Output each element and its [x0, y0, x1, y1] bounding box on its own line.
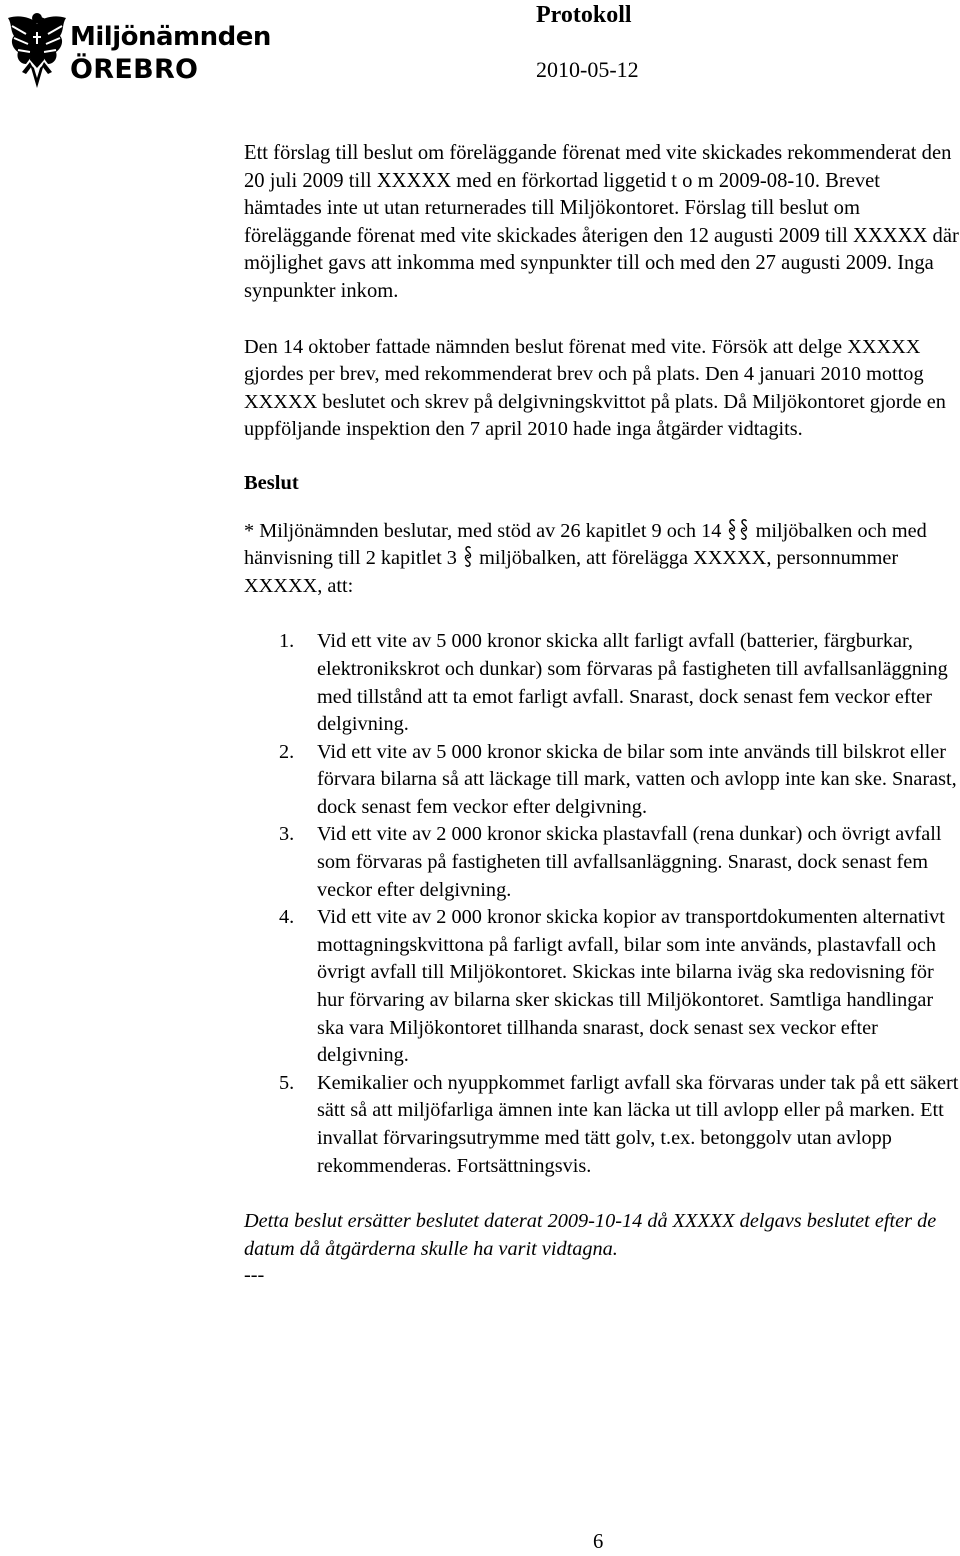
list-item [244, 821, 960, 904]
page-number: 6 [593, 1531, 604, 1553]
document-type: Protokoll [536, 2, 632, 28]
eagle-crest-icon [6, 8, 68, 96]
list-item-number: 2. [279, 740, 295, 763]
decision-intro [244, 518, 960, 601]
decision-intro-part3: miljöbalken, att förelägga XXXXX, personnummer XXXXX, att: [244, 547, 899, 597]
document-date: 2010-05-12 [536, 57, 639, 82]
section-sign-icon [464, 545, 472, 568]
section-sign-icon [740, 518, 748, 541]
decision-intro-part2: miljöbalken och med hänvisning till 2 kapitlet 3 [244, 519, 927, 570]
list-item-text: Vid ett vite av 2 000 kronor skicka plastavfall (rena dunkar) och övrigt avfall som förvaras på fastigheten till avfallsanläggning. Snarast, dock senast fem veckor efter delgivning. [317, 823, 942, 901]
separator: --- [244, 1264, 265, 1287]
closing-note: Detta beslut ersätter beslutet daterat 2009-10-14 då XXXXX delgavs beslutet efter de datum då åtgärderna skulle ha varit vidtagna. [244, 1210, 937, 1260]
logo-text-city: ÖREBRO [70, 54, 199, 85]
decision-list [244, 628, 960, 1180]
list-item-text: Kemikalier och nyuppkommet farligt avfall ska förvaras under tak på ett säkert sätt så att miljöfarliga ämnen inte kan läcka ut till avlopp eller på marken. Ett invallat förvaringsutrymme med tätt golv, t.ex. betonggolv utan avlopp rekommenderas. Fortsättningsvis. [317, 1071, 959, 1177]
paragraph-background: Ett förslag till beslut om föreläggande förenat med vite skickades rekommenderat den 20 juli 2009 till XXXXX med en förkortad liggetid t o m 2009-08-10. Brevet hämtades inte ut utan returnerades till Miljökontoret. Förslag till beslut om föreläggande förenat med vite skickades återigen den 12 augusti 2009 till XXXXX där möjlighet gavs att inkomma med synpunkter till och med den 27 augusti 2009. Inga synpunkter inkom. [244, 142, 959, 302]
list-item-number: 4. [279, 906, 295, 929]
document-body [244, 140, 960, 1287]
list-item-number: 3. [279, 823, 295, 846]
section-sign-icon [728, 518, 736, 541]
list-item-text: Vid ett vite av 5 000 kronor skicka allt farligt avfall (batterier, färgburkar, elektronikskrot och dunkar) som förvaras på fastigheten till avfallsanläggning med tillstånd att ta emot farligt avfall. Snarast, dock senast fem veckor efter delgivning. [317, 630, 948, 736]
decision-heading: Beslut [244, 471, 299, 494]
list-item [244, 739, 960, 822]
list-item-text: Vid ett vite av 2 000 kronor skicka kopior av transportdokumenten alternativt mottagningskvittona på farligt avfall, bilar som inte används, plastavfall och övrigt avfall till Miljökontoret. Skickas inte bilarna iväg ska redovisning för hur förvaring av bilarna sker skickas till Miljökontoret. Samtliga handlingar ska vara Miljökontoret tillhanda snarast, dock senast sex veckor efter delgivning. [317, 906, 945, 1067]
list-item-text: Vid ett vite av 5 000 kronor skicka de bilar som inte används till bilskrot eller förvara bilarna så att läckage till mark, vatten och avlopp inte kan ske. Snarast, dock senast fem veckor efter delgivning. [317, 740, 957, 818]
list-item [244, 628, 960, 738]
list-item-number: 1. [279, 630, 295, 653]
decision-intro-part1: * Miljönämnden beslutar, med stöd av 26 kapitlet 9 och 14 [244, 519, 722, 542]
list-item [244, 1070, 960, 1180]
logo [6, 8, 271, 98]
list-item [244, 904, 960, 1070]
logo-text-name: Miljönämnden [70, 22, 271, 52]
paragraph-history: Den 14 oktober fattade nämnden beslut förenat med vite. Försök att delge XXXXX gjordes per brev, med rekommenderat brev och på plats. Den 4 januari 2010 mottog XXXXX beslutet och skrev på delgivningskvittot på plats. Då Miljökontoret gjorde en uppföljande inspektion den 7 april 2010 hade inga åtgärder vidtagits. [244, 335, 946, 441]
list-item-number: 5. [279, 1071, 295, 1094]
